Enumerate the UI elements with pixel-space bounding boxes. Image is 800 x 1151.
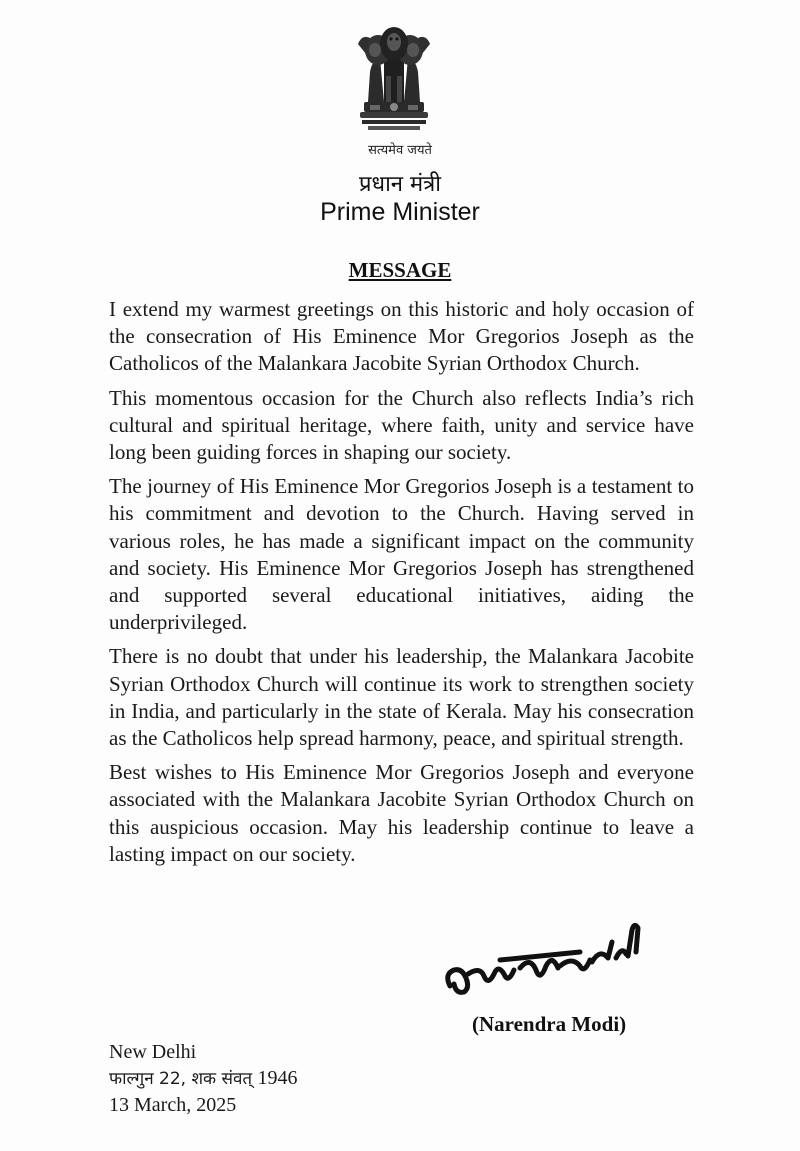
date-english: 13 March, 2025 (109, 1094, 237, 1116)
office-title-english: Prime Minister (320, 198, 480, 226)
message-paragraph: Best wishes to His Eminence Mor Gregorios Joseph and everyone associated with the Malankara Jacobite Syrian Orthodox Church on this auspicious occasion. May his leadership continue to leave a lasting impact on our society. (109, 760, 694, 866)
place-and-date (109, 1039, 298, 1118)
message-body (109, 296, 694, 875)
signatory-name: (Narendra Modi) (472, 1012, 627, 1036)
date-hindi-year: 1946 (257, 1067, 298, 1089)
national-emblem-icon (348, 14, 440, 136)
place: New Delhi (109, 1041, 197, 1063)
date-hindi: फाल्गुन 22, शक संवत् (109, 1069, 253, 1089)
message-heading: MESSAGE (348, 258, 452, 282)
message-paragraph: The journey of His Eminence Mor Gregorios Joseph is a testament to his commitment and devotion to the Church. Having served in various roles, he has made a significant impact on the community and society. His Eminence Mor Gregorios Joseph has strengthened and supported several educational initiatives, aiding the underprivileged. (109, 474, 694, 635)
message-paragraph: I extend my warmest greetings on this historic and holy occasion of the consecration of His Eminence Mor Gregorios Joseph as the Catholicos of the Malankara Jacobite Syrian Orthodox Church. (109, 297, 694, 376)
office-title-hindi: प्रधान मंत्री (359, 172, 441, 197)
national-motto: सत्यमेव जयते (368, 143, 432, 158)
handwritten-signature-icon (440, 908, 660, 1004)
message-paragraph: There is no doubt that under his leadership, the Malankara Jacobite Syrian Orthodox Church will continue its work to strengthen society in India, and particularly in the state of Kerala. May his consecration as the Catholicos help spread harmony, peace, and spiritual strength. (109, 644, 694, 751)
date-hindi-line (109, 1065, 298, 1092)
message-paragraph: This momentous occasion for the Church also reflects India’s rich cultural and spiritual heritage, where faith, unity and service have long been guiding forces in shaping our society. (109, 385, 694, 465)
